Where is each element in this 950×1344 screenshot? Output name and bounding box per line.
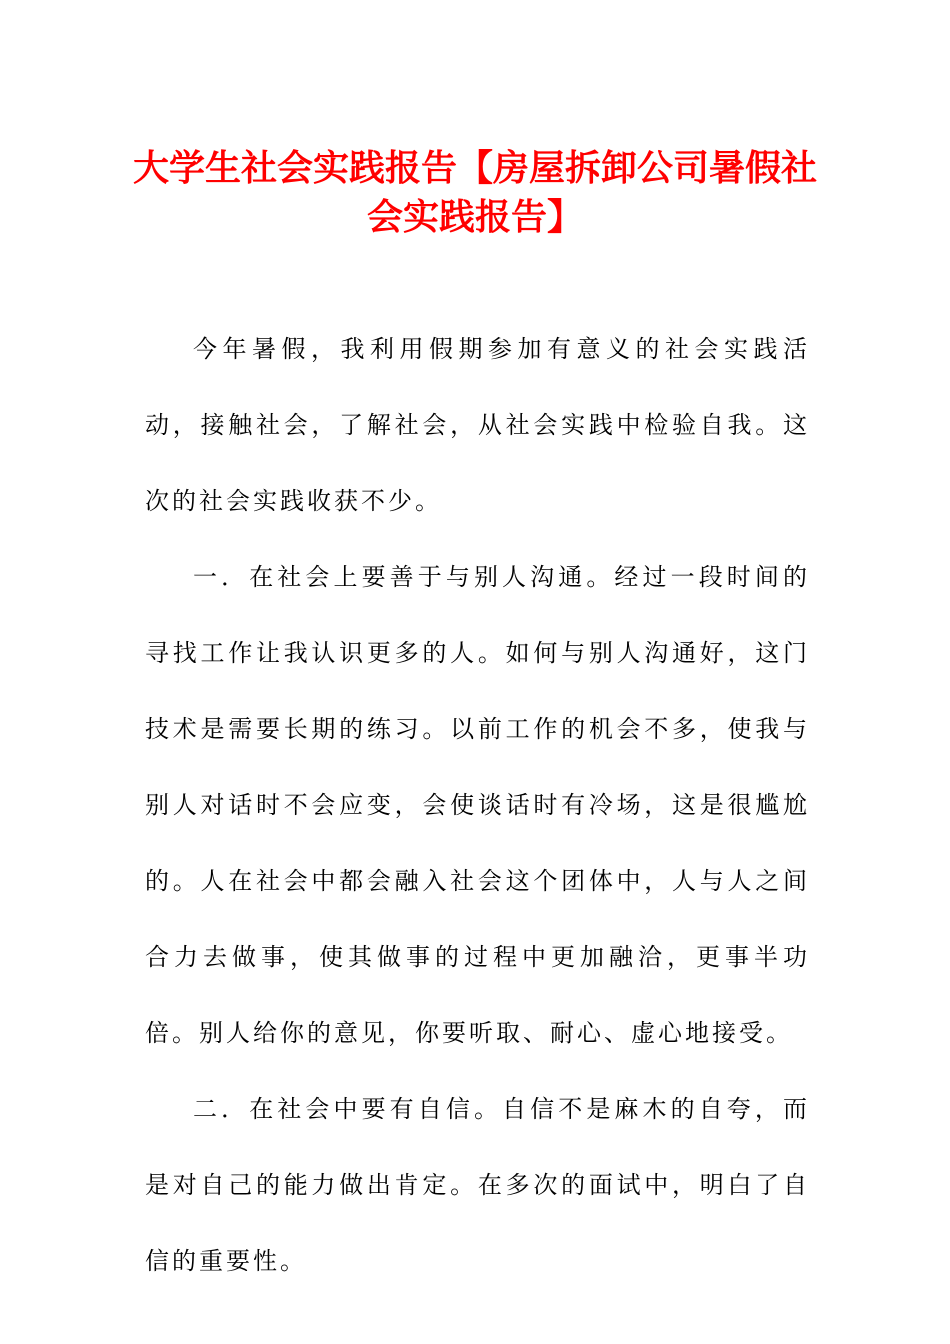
paragraph-point-two: 二．在社会中要有自信。自信不是麻木的自夸，而是对自己的能力做出肯定。在多次的面试中，明白了自信的重要性。 <box>145 1095 810 1275</box>
paragraph-intro: 今年暑假，我利用假期参加有意义的社会实践活动，接触社会，了解社会，从社会实践中检验自我。这次的社会实践收获不少。 <box>145 335 810 515</box>
paragraph-point-one: 一．在社会上要善于与别人沟通。经过一段时间的寻找工作让我认识更多的人。如何与别人沟通好，这门技术是需要长期的练习。以前工作的机会不多，使我与别人对话时不会应变，会使谈话时有冷场，这是很尴尬的。人在社会中都会融入社会这个团体中，人与人之间合力去做事，使其做事的过程中更加融洽，更事半功倍。别人给你的意见，你要听取、耐心、虚心地接受。 <box>145 563 810 1047</box>
document-title: 大学生社会实践报告【房屋拆卸公司暑假社会实践报告】 <box>132 148 817 238</box>
document-body <box>145 311 810 1299</box>
